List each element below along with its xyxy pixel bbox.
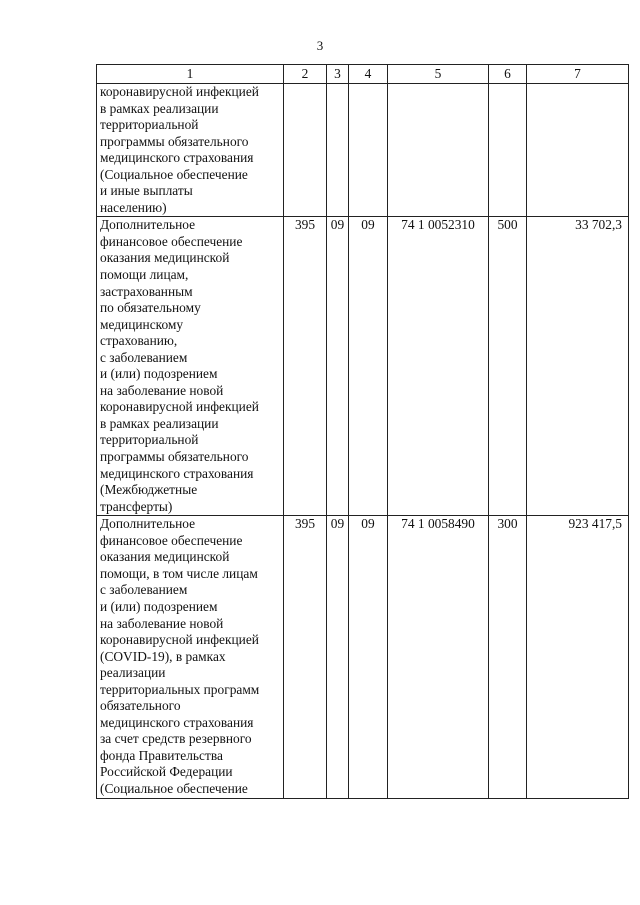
description-line: по обязательному — [100, 300, 201, 316]
code-expense-type: 500 — [489, 217, 527, 516]
description-line: на заболевание новой — [100, 615, 224, 631]
code-target-article: 74 1 0058490 — [388, 516, 489, 798]
column-header-6: 6 — [489, 65, 527, 84]
description-line: коронавирусной инфекцией — [100, 399, 259, 415]
table-row — [97, 217, 629, 516]
row-description — [97, 84, 284, 217]
description-line: территориальных программ — [100, 681, 260, 697]
description-line: с заболеванием — [100, 582, 188, 598]
description-line: финансовое обеспечение — [100, 532, 243, 548]
code-section: 09 — [327, 217, 349, 516]
column-header-3: 3 — [327, 65, 349, 84]
description-line: трансферты) — [100, 498, 173, 514]
code-section — [327, 84, 349, 217]
amount — [527, 84, 629, 217]
description-line: на заболевание новой — [100, 382, 224, 398]
description-line: за счет средств резервного — [100, 731, 252, 747]
row-description — [97, 516, 284, 798]
description-line: с заболеванием — [100, 349, 188, 365]
description-line: медицинского страхования — [100, 465, 254, 481]
description-line: территориальной — [100, 117, 199, 133]
table-row — [97, 84, 629, 217]
budget-table — [96, 64, 629, 799]
column-header-5: 5 — [388, 65, 489, 84]
code-target-article: 74 1 0052310 — [388, 217, 489, 516]
description-line: программы обязательного — [100, 449, 249, 465]
column-header-1: 1 — [97, 65, 284, 84]
description-line: коронавирусной инфекцией — [100, 84, 259, 99]
description-line: оказания медицинской — [100, 549, 230, 565]
description-line: (Социальное обеспечение — [100, 166, 248, 182]
page-number: 3 — [316, 38, 324, 53]
description-line: населению) — [100, 199, 167, 215]
table-header-row — [97, 65, 629, 84]
code-section: 09 — [327, 516, 349, 798]
code-admin: 395 — [284, 217, 327, 516]
code-subsection — [349, 84, 388, 217]
description-line: в рамках реализации — [100, 100, 219, 116]
description-line: и (или) подозрением — [100, 366, 218, 382]
description-line: обязательного — [100, 698, 181, 714]
description-line: (Межбюджетные — [100, 482, 198, 498]
description-line: страхованию, — [100, 333, 178, 349]
description-line: медицинского страхования — [100, 150, 254, 166]
code-admin: 395 — [284, 516, 327, 798]
description-line: Дополнительное — [100, 217, 196, 233]
description-line: Дополнительное — [100, 516, 196, 532]
code-admin — [284, 84, 327, 217]
code-target-article — [388, 84, 489, 217]
amount: 33 702,3 — [527, 217, 629, 516]
description-line: и (или) подозрением — [100, 598, 218, 614]
description-line: Российской Федерации — [100, 764, 233, 780]
description-line: застрахованным — [100, 283, 193, 299]
description-line: медицинскому — [100, 316, 184, 332]
description-line: территориальной — [100, 432, 199, 448]
description-line: реализации — [100, 665, 166, 681]
code-subsection: 09 — [349, 516, 388, 798]
description-line: помощи, в том числе лицам — [100, 565, 258, 581]
column-header-4: 4 — [349, 65, 388, 84]
description-line: фонда Правительства — [100, 747, 223, 763]
description-line: финансовое обеспечение — [100, 233, 243, 249]
description-line: оказания медицинской — [100, 250, 230, 266]
code-expense-type — [489, 84, 527, 217]
table-row — [97, 516, 629, 798]
row-description — [97, 217, 284, 516]
description-line: коронавирусной инфекцией — [100, 632, 259, 648]
column-header-2: 2 — [284, 65, 327, 84]
code-subsection: 09 — [349, 217, 388, 516]
description-line: и иные выплаты — [100, 183, 193, 199]
description-line: программы обязательного — [100, 133, 249, 149]
code-expense-type: 300 — [489, 516, 527, 798]
column-header-7: 7 — [527, 65, 629, 84]
description-line: (Социальное обеспечение — [100, 780, 248, 796]
description-line: в рамках реализации — [100, 415, 219, 431]
description-line: помощи лицам, — [100, 267, 189, 283]
amount: 923 417,5 — [527, 516, 629, 798]
description-line: медицинского страхования — [100, 714, 254, 730]
description-line: (COVID-19), в рамках — [100, 648, 226, 664]
